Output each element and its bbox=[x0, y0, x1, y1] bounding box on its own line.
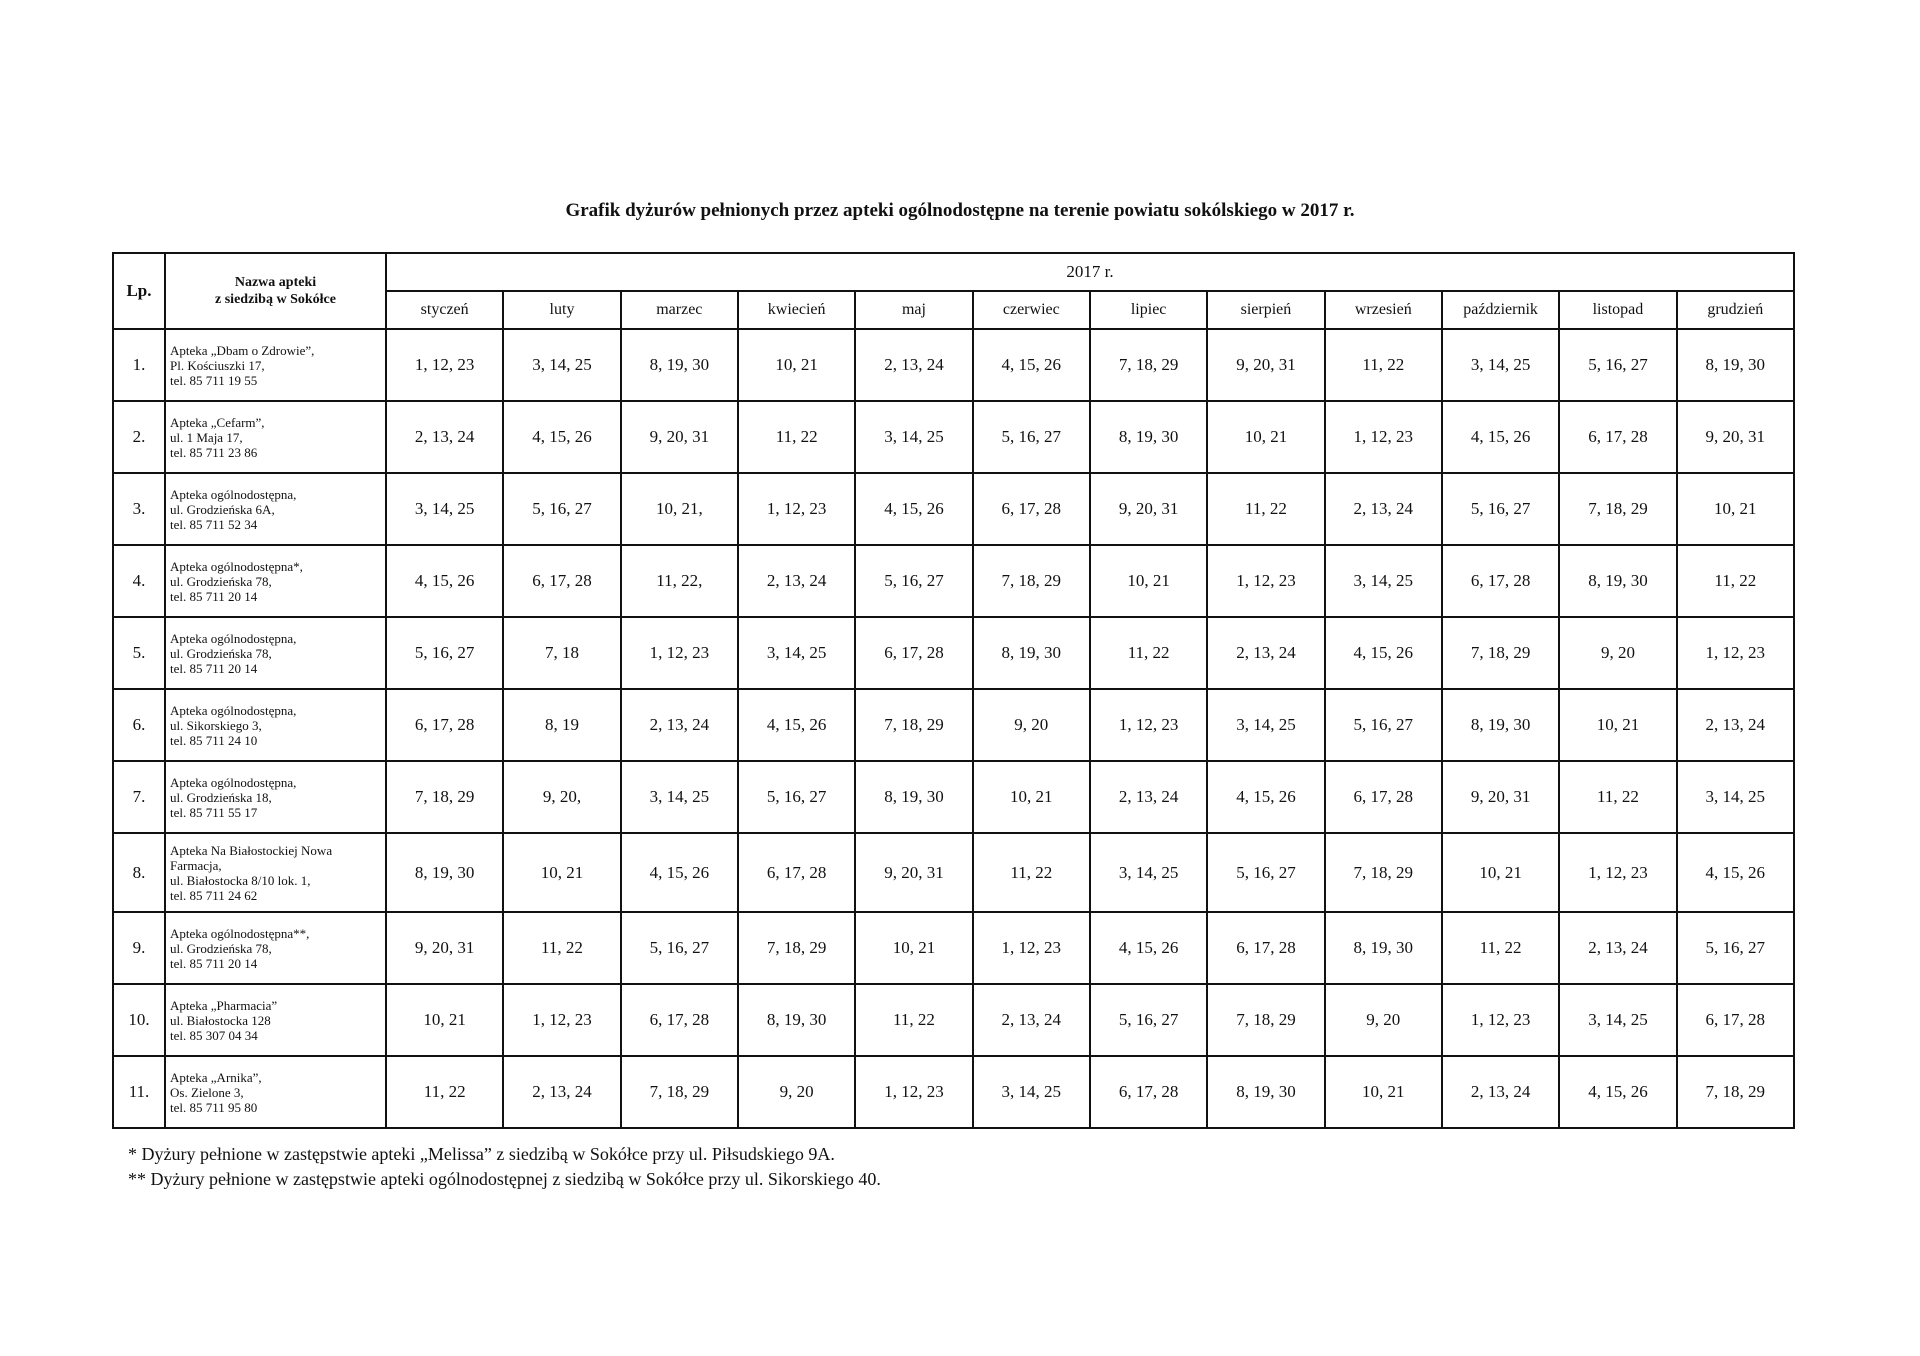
duty-days-cell: 3, 14, 25 bbox=[1677, 761, 1794, 833]
pharmacy-name bbox=[165, 689, 386, 761]
duty-days-cell: 7, 18, 29 bbox=[1090, 329, 1207, 401]
table-row bbox=[113, 689, 1794, 761]
duty-days-cell: 8, 19, 30 bbox=[973, 617, 1090, 689]
duty-days-cell: 8, 19 bbox=[503, 689, 620, 761]
pharmacy-name-line: ul. Białostocka 8/10 lok. 1, bbox=[170, 872, 311, 888]
footnote-1: * Dyżury pełnione w zastępstwie apteki „Melissa” z siedzibą w Sokółce przy ul. Piłsudskiego 9A. bbox=[128, 1144, 835, 1164]
duty-days-cell: 11, 22 bbox=[1325, 329, 1442, 401]
duty-days-cell: 1, 12, 23 bbox=[386, 329, 503, 401]
duty-days-cell: 10, 21 bbox=[855, 912, 972, 984]
duty-days-cell: 7, 18, 29 bbox=[1207, 984, 1324, 1056]
table-row bbox=[113, 401, 1794, 473]
duty-days-cell: 1, 12, 23 bbox=[1325, 401, 1442, 473]
pharmacy-name bbox=[165, 912, 386, 984]
duty-days-cell: 10, 21 bbox=[503, 833, 620, 912]
table-row bbox=[113, 545, 1794, 617]
row-number: 2. bbox=[113, 401, 165, 473]
pharmacy-name-line: tel. 85 711 95 80 bbox=[170, 1099, 258, 1115]
pharmacy-name-line: tel. 85 711 24 62 bbox=[170, 887, 258, 903]
pharmacy-name-header bbox=[165, 253, 386, 329]
pharmacy-name-line: Apteka ogólnodostępna**, bbox=[170, 925, 310, 941]
month-header: czerwiec bbox=[973, 291, 1090, 329]
row-number: 11. bbox=[113, 1056, 165, 1128]
duty-days-cell: 4, 15, 26 bbox=[1559, 1056, 1676, 1128]
name-header-line1: Nazwa apteki bbox=[234, 275, 317, 290]
duty-days-cell: 8, 19, 30 bbox=[1442, 689, 1559, 761]
duty-days-cell: 11, 22 bbox=[855, 984, 972, 1056]
duty-days-cell: 7, 18, 29 bbox=[855, 689, 972, 761]
duty-days-cell: 4, 15, 26 bbox=[855, 473, 972, 545]
pharmacy-name-line: ul. Sikorskiego 3, bbox=[170, 717, 262, 733]
duty-days-cell: 5, 16, 27 bbox=[1207, 833, 1324, 912]
duty-days-cell: 7, 18, 29 bbox=[1442, 617, 1559, 689]
duty-days-cell: 3, 14, 25 bbox=[503, 329, 620, 401]
pharmacy-name-line: ul. Grodzieńska 78, bbox=[170, 940, 272, 956]
duty-days-cell: 10, 21 bbox=[738, 329, 855, 401]
table-row bbox=[113, 833, 1794, 912]
duty-days-cell: 2, 13, 24 bbox=[973, 984, 1090, 1056]
month-header: luty bbox=[503, 291, 620, 329]
duty-days-cell: 4, 15, 26 bbox=[1207, 761, 1324, 833]
duty-days-cell: 11, 22 bbox=[1207, 473, 1324, 545]
month-header: sierpień bbox=[1207, 291, 1324, 329]
duty-days-cell: 9, 20 bbox=[1325, 984, 1442, 1056]
duty-days-cell: 5, 16, 27 bbox=[1325, 689, 1442, 761]
duty-days-cell: 1, 12, 23 bbox=[1207, 545, 1324, 617]
pharmacy-name bbox=[165, 473, 386, 545]
duty-days-cell: 8, 19, 30 bbox=[1090, 401, 1207, 473]
duty-days-cell: 10, 21 bbox=[1207, 401, 1324, 473]
duty-days-cell: 4, 15, 26 bbox=[621, 833, 738, 912]
duty-days-cell: 7, 18, 29 bbox=[973, 545, 1090, 617]
table-row bbox=[113, 761, 1794, 833]
duty-days-cell: 2, 13, 24 bbox=[855, 329, 972, 401]
duty-days-cell: 3, 14, 25 bbox=[1559, 984, 1676, 1056]
duty-days-cell: 6, 17, 28 bbox=[621, 984, 738, 1056]
month-header: marzec bbox=[621, 291, 738, 329]
pharmacy-name-line: Os. Zielone 3, bbox=[170, 1084, 244, 1100]
duty-days-cell: 11, 22 bbox=[973, 833, 1090, 912]
pharmacy-name bbox=[165, 545, 386, 617]
pharmacy-name-line: Apteka ogólnodostępna*, bbox=[170, 558, 303, 574]
pharmacy-name bbox=[165, 833, 386, 912]
pharmacy-name-line: Apteka „Cefarm”, bbox=[170, 414, 265, 430]
duty-days-cell: 2, 13, 24 bbox=[1207, 617, 1324, 689]
duty-days-cell: 7, 18, 29 bbox=[1559, 473, 1676, 545]
pharmacy-name bbox=[165, 329, 386, 401]
duty-days-cell: 5, 16, 27 bbox=[738, 761, 855, 833]
duty-days-cell: 2, 13, 24 bbox=[621, 689, 738, 761]
pharmacy-name-line: tel. 85 711 20 14 bbox=[170, 660, 258, 676]
row-number: 8. bbox=[113, 833, 165, 912]
duty-days-cell: 6, 17, 28 bbox=[1559, 401, 1676, 473]
duty-days-cell: 11, 22 bbox=[738, 401, 855, 473]
pharmacy-name-line: tel. 85 307 04 34 bbox=[170, 1027, 258, 1043]
duty-days-cell: 9, 20, 31 bbox=[1677, 401, 1794, 473]
row-number: 1. bbox=[113, 329, 165, 401]
duty-days-cell: 6, 17, 28 bbox=[1442, 545, 1559, 617]
duty-days-cell: 2, 13, 24 bbox=[1090, 761, 1207, 833]
duty-days-cell: 8, 19, 30 bbox=[1325, 912, 1442, 984]
pharmacy-name-line: Farmacja, bbox=[170, 857, 222, 873]
table-row bbox=[113, 984, 1794, 1056]
duty-days-cell: 9, 20, 31 bbox=[1090, 473, 1207, 545]
duty-days-cell: 5, 16, 27 bbox=[855, 545, 972, 617]
month-header: wrzesień bbox=[1325, 291, 1442, 329]
duty-days-cell: 5, 16, 27 bbox=[1559, 329, 1676, 401]
duty-days-cell: 5, 16, 27 bbox=[1677, 912, 1794, 984]
duty-days-cell: 11, 22 bbox=[386, 1056, 503, 1128]
pharmacy-name-line: Apteka „Dbam o Zdrowie”, bbox=[170, 342, 315, 358]
duty-days-cell: 8, 19, 30 bbox=[855, 761, 972, 833]
table-row bbox=[113, 1056, 1794, 1128]
duty-days-cell: 9, 20 bbox=[1559, 617, 1676, 689]
duty-days-cell: 6, 17, 28 bbox=[503, 545, 620, 617]
duty-days-cell: 2, 13, 24 bbox=[1442, 1056, 1559, 1128]
row-number: 9. bbox=[113, 912, 165, 984]
duty-days-cell: 3, 14, 25 bbox=[738, 617, 855, 689]
duty-days-cell: 1, 12, 23 bbox=[855, 1056, 972, 1128]
row-number: 3. bbox=[113, 473, 165, 545]
duty-days-cell: 10, 21 bbox=[1090, 545, 1207, 617]
duty-days-cell: 2, 13, 24 bbox=[738, 545, 855, 617]
table-row bbox=[113, 617, 1794, 689]
duty-days-cell: 9, 20, 31 bbox=[386, 912, 503, 984]
duty-days-cell: 1, 12, 23 bbox=[738, 473, 855, 545]
month-header: grudzień bbox=[1677, 291, 1794, 329]
duty-days-cell: 3, 14, 25 bbox=[1090, 833, 1207, 912]
month-header: kwiecień bbox=[738, 291, 855, 329]
table-row bbox=[113, 329, 1794, 401]
pharmacy-name-line: Apteka ogólnodostępna, bbox=[170, 774, 297, 790]
duty-days-cell: 11, 22 bbox=[1090, 617, 1207, 689]
pharmacy-name-line: ul. Grodzieńska 6A, bbox=[170, 501, 275, 517]
pharmacy-name-line: ul. Grodzieńska 78, bbox=[170, 645, 272, 661]
pharmacy-name-line: tel. 85 711 55 17 bbox=[170, 804, 258, 820]
duty-days-cell: 10, 21 bbox=[386, 984, 503, 1056]
pharmacy-name bbox=[165, 761, 386, 833]
duty-days-cell: 7, 18, 29 bbox=[738, 912, 855, 984]
duty-days-cell: 6, 17, 28 bbox=[1207, 912, 1324, 984]
duty-days-cell: 7, 18, 29 bbox=[1325, 833, 1442, 912]
duty-days-cell: 5, 16, 27 bbox=[503, 473, 620, 545]
duty-days-cell: 9, 20, 31 bbox=[855, 833, 972, 912]
duty-days-cell: 3, 14, 25 bbox=[1207, 689, 1324, 761]
duty-days-cell: 1, 12, 23 bbox=[973, 912, 1090, 984]
pharmacy-name-line: Pl. Kościuszki 17, bbox=[170, 357, 265, 373]
row-number: 4. bbox=[113, 545, 165, 617]
duty-days-cell: 6, 17, 28 bbox=[973, 473, 1090, 545]
duty-days-cell: 3, 14, 25 bbox=[973, 1056, 1090, 1128]
pharmacy-name-line: tel. 85 711 20 14 bbox=[170, 588, 258, 604]
duty-days-cell: 3, 14, 25 bbox=[1442, 329, 1559, 401]
pharmacy-name-line: ul. Grodzieńska 18, bbox=[170, 789, 272, 805]
duty-days-cell: 4, 15, 26 bbox=[973, 329, 1090, 401]
pharmacy-name-line: tel. 85 711 20 14 bbox=[170, 955, 258, 971]
pharmacy-name-line: tel. 85 711 19 55 bbox=[170, 372, 258, 388]
month-header: styczeń bbox=[386, 291, 503, 329]
duty-days-cell: 4, 15, 26 bbox=[1325, 617, 1442, 689]
duty-days-cell: 6, 17, 28 bbox=[1090, 1056, 1207, 1128]
duty-days-cell: 10, 21, bbox=[621, 473, 738, 545]
pharmacy-name-line: tel. 85 711 52 34 bbox=[170, 516, 258, 532]
pharmacy-name bbox=[165, 1056, 386, 1128]
duty-days-cell: 3, 14, 25 bbox=[621, 761, 738, 833]
duty-days-cell: 2, 13, 24 bbox=[1325, 473, 1442, 545]
duty-days-cell: 5, 16, 27 bbox=[621, 912, 738, 984]
footnote-2: ** Dyżury pełnione w zastępstwie apteki ogólnodostępnej z siedzibą w Sokółce przy ul. Sikorskiego 40. bbox=[128, 1169, 881, 1189]
duty-days-cell: 10, 21 bbox=[973, 761, 1090, 833]
duty-days-cell: 3, 14, 25 bbox=[855, 401, 972, 473]
pharmacy-name bbox=[165, 617, 386, 689]
row-number: 5. bbox=[113, 617, 165, 689]
duty-days-cell: 10, 21 bbox=[1677, 473, 1794, 545]
duty-days-cell: 11, 22 bbox=[503, 912, 620, 984]
month-header: maj bbox=[855, 291, 972, 329]
duty-days-cell: 4, 15, 26 bbox=[386, 545, 503, 617]
table-row bbox=[113, 473, 1794, 545]
pharmacy-name-line: Apteka ogólnodostępna, bbox=[170, 702, 297, 718]
duty-days-cell: 2, 13, 24 bbox=[1677, 689, 1794, 761]
row-number: 6. bbox=[113, 689, 165, 761]
duty-days-cell: 11, 22, bbox=[621, 545, 738, 617]
duty-days-cell: 1, 12, 23 bbox=[621, 617, 738, 689]
duty-days-cell: 8, 19, 30 bbox=[738, 984, 855, 1056]
pharmacy-name-line: ul. 1 Maja 17, bbox=[170, 429, 243, 445]
month-header: listopad bbox=[1559, 291, 1676, 329]
duty-days-cell: 8, 19, 30 bbox=[1677, 329, 1794, 401]
duty-days-cell: 4, 15, 26 bbox=[1677, 833, 1794, 912]
duty-days-cell: 9, 20, bbox=[503, 761, 620, 833]
footnotes bbox=[128, 1142, 881, 1192]
month-header: lipiec bbox=[1090, 291, 1207, 329]
duty-days-cell: 8, 19, 30 bbox=[386, 833, 503, 912]
duty-days-cell: 10, 21 bbox=[1325, 1056, 1442, 1128]
row-number: 10. bbox=[113, 984, 165, 1056]
duty-days-cell: 11, 22 bbox=[1677, 545, 1794, 617]
duty-days-cell: 10, 21 bbox=[1559, 689, 1676, 761]
duty-days-cell: 9, 20, 31 bbox=[1207, 329, 1324, 401]
lp-header: Lp. bbox=[113, 253, 165, 329]
table-row bbox=[113, 912, 1794, 984]
duty-schedule-table bbox=[112, 252, 1795, 1129]
duty-days-cell: 6, 17, 28 bbox=[855, 617, 972, 689]
duty-days-cell: 10, 21 bbox=[1442, 833, 1559, 912]
duty-days-cell: 9, 20 bbox=[973, 689, 1090, 761]
duty-days-cell: 6, 17, 28 bbox=[386, 689, 503, 761]
duty-days-cell: 1, 12, 23 bbox=[1677, 617, 1794, 689]
pharmacy-name-line: Apteka ogólnodostępna, bbox=[170, 630, 297, 646]
pharmacy-name-line: tel. 85 711 23 86 bbox=[170, 444, 258, 460]
pharmacy-name bbox=[165, 984, 386, 1056]
name-header-line2: z siedzibą w Sokółce bbox=[215, 292, 336, 307]
duty-days-cell: 7, 18, 29 bbox=[386, 761, 503, 833]
pharmacy-name-line: Apteka „Arnika”, bbox=[170, 1069, 262, 1085]
pharmacy-name-line: ul. Grodzieńska 78, bbox=[170, 573, 272, 589]
pharmacy-name-line: tel. 85 711 24 10 bbox=[170, 732, 258, 748]
duty-days-cell: 5, 16, 27 bbox=[1442, 473, 1559, 545]
duty-days-cell: 9, 20 bbox=[738, 1056, 855, 1128]
duty-days-cell: 11, 22 bbox=[1559, 761, 1676, 833]
document-title: Grafik dyżurów pełnionych przez apteki ogólnodostępne na terenie powiatu sokólskiego w 2017 r. bbox=[565, 200, 1355, 221]
row-number: 7. bbox=[113, 761, 165, 833]
duty-days-cell: 3, 14, 25 bbox=[1325, 545, 1442, 617]
duty-days-cell: 9, 20, 31 bbox=[1442, 761, 1559, 833]
duty-days-cell: 4, 15, 26 bbox=[738, 689, 855, 761]
pharmacy-name-line: Apteka ogólnodostępna, bbox=[170, 486, 297, 502]
pharmacy-name-line: Apteka „Pharmacia” bbox=[170, 997, 278, 1013]
month-header: październik bbox=[1442, 291, 1559, 329]
duty-days-cell: 4, 15, 26 bbox=[503, 401, 620, 473]
duty-days-cell: 1, 12, 23 bbox=[1090, 689, 1207, 761]
duty-days-cell: 7, 18, 29 bbox=[1677, 1056, 1794, 1128]
duty-days-cell: 8, 19, 30 bbox=[621, 329, 738, 401]
duty-days-cell: 6, 17, 28 bbox=[1325, 761, 1442, 833]
duty-days-cell: 2, 13, 24 bbox=[503, 1056, 620, 1128]
duty-days-cell: 6, 17, 28 bbox=[738, 833, 855, 912]
duty-days-cell: 9, 20, 31 bbox=[621, 401, 738, 473]
duty-days-cell: 5, 16, 27 bbox=[386, 617, 503, 689]
pharmacy-name-line: ul. Białostocka 128 bbox=[170, 1012, 271, 1028]
duty-days-cell: 8, 19, 30 bbox=[1559, 545, 1676, 617]
year-header: 2017 r. bbox=[386, 253, 1794, 291]
pharmacy-name-line: Apteka Na Białostockiej Nowa bbox=[170, 842, 333, 858]
duty-days-cell: 6, 17, 28 bbox=[1677, 984, 1794, 1056]
duty-days-cell: 1, 12, 23 bbox=[503, 984, 620, 1056]
duty-days-cell: 4, 15, 26 bbox=[1442, 401, 1559, 473]
duty-days-cell: 2, 13, 24 bbox=[386, 401, 503, 473]
duty-days-cell: 5, 16, 27 bbox=[973, 401, 1090, 473]
duty-days-cell: 5, 16, 27 bbox=[1090, 984, 1207, 1056]
duty-days-cell: 1, 12, 23 bbox=[1559, 833, 1676, 912]
duty-days-cell: 11, 22 bbox=[1442, 912, 1559, 984]
duty-days-cell: 2, 13, 24 bbox=[1559, 912, 1676, 984]
duty-days-cell: 1, 12, 23 bbox=[1442, 984, 1559, 1056]
duty-days-cell: 4, 15, 26 bbox=[1090, 912, 1207, 984]
duty-days-cell: 7, 18, 29 bbox=[621, 1056, 738, 1128]
duty-days-cell: 8, 19, 30 bbox=[1207, 1056, 1324, 1128]
duty-days-cell: 3, 14, 25 bbox=[386, 473, 503, 545]
duty-days-cell: 7, 18 bbox=[503, 617, 620, 689]
pharmacy-name bbox=[165, 401, 386, 473]
